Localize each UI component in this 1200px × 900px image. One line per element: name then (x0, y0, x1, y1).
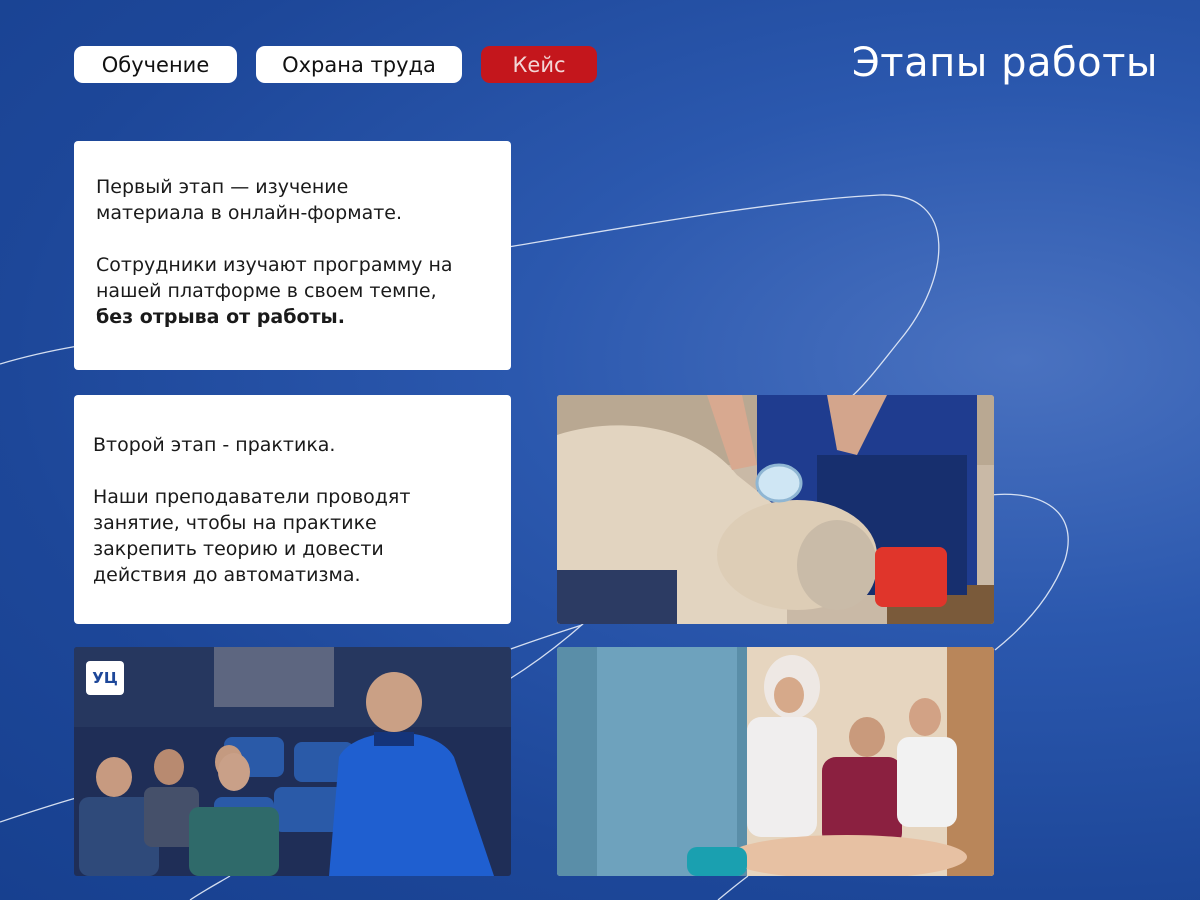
stage-one-text (96, 252, 489, 330)
stage-one-bold: без отрыва от работы. (96, 306, 345, 328)
stage-one-body: Сотрудники изучают программу на нашей платформе в своем темпе, (96, 254, 453, 302)
stage-one-heading: Первый этап — изучение материала в онлайн-формате. (96, 176, 403, 224)
photo-cpr-mannequin (557, 395, 994, 624)
stage-one-card (74, 141, 511, 370)
tab-obuchenie[interactable]: Обучение (74, 46, 237, 83)
tab-okhrana-truda[interactable]: Охрана труда (256, 46, 462, 83)
photo-nursing-practice (557, 647, 994, 876)
stage-two-card (74, 395, 511, 624)
photo-classroom-audience (74, 647, 511, 876)
stage-two-heading: Второй этап - практика. (93, 434, 336, 456)
training-center-logo: УЦ (86, 661, 124, 695)
stage-two-text: Наши преподаватели проводят занятие, чтобы на практике закрепить теорию и довести действия до автоматизма. (93, 486, 411, 586)
page-title: Этапы работы (851, 40, 1158, 86)
tab-keis[interactable]: Кейс (481, 46, 597, 83)
